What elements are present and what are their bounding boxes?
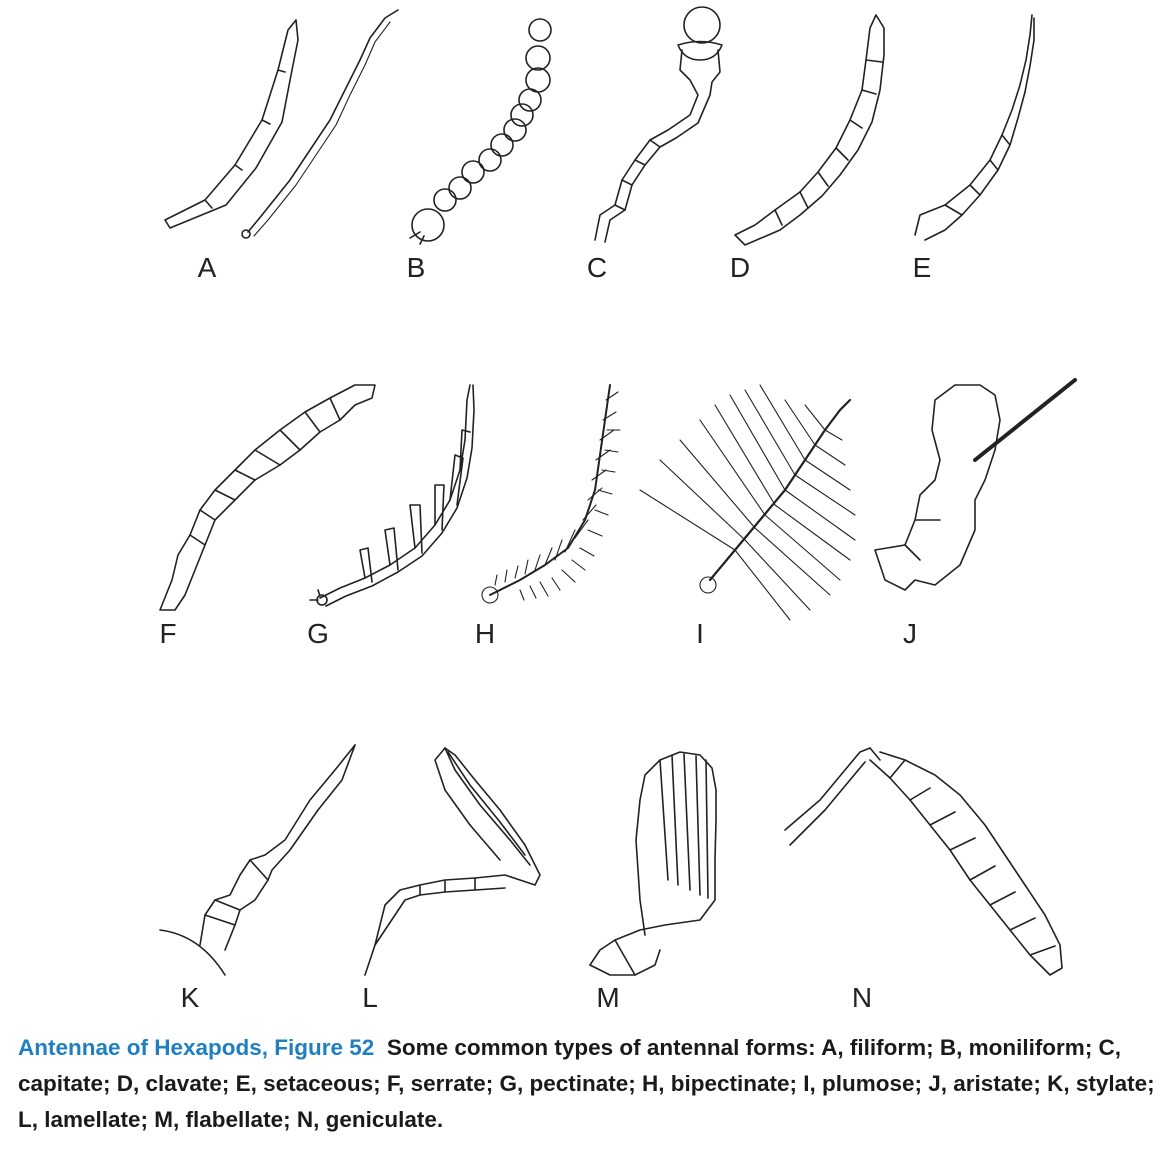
antenna-d-clavate	[735, 15, 884, 245]
antenna-h-bipectinate	[482, 385, 620, 603]
panel-label-d: D	[729, 252, 751, 283]
antenna-k-stylate	[160, 745, 355, 975]
antenna-a-filiform	[165, 10, 398, 238]
panel-label-j: J	[903, 618, 917, 649]
panel-label-e: E	[912, 252, 932, 283]
antenna-e-setaceous	[915, 15, 1034, 240]
figure-caption	[18, 1030, 1168, 1138]
panel-label-f: F	[159, 618, 177, 649]
antenna-l-lamellate	[365, 748, 540, 975]
panel-label-b: B	[406, 252, 426, 283]
antenna-b-moniliform	[410, 19, 551, 244]
panel-label-a: A	[197, 252, 217, 283]
panel-label-k: K	[180, 982, 200, 1013]
panel-label-i: I	[696, 618, 704, 649]
antenna-j-aristate	[875, 380, 1075, 590]
panel-label-n: N	[851, 982, 873, 1013]
antenna-f-serrate	[160, 385, 375, 610]
antenna-n-geniculate	[785, 748, 1062, 975]
caption-text: Some common types of antennal forms: A, filiform; B, moniliform; C, capitate; D, clavate; E, setaceous; F, serrate; G, pectinate; H, bipectinate; I, plumose; J, aristate; K, stylate; L, lamellate; M, flabellate; N, geniculate.	[18, 1035, 1155, 1132]
panel-label-m: M	[596, 982, 620, 1013]
caption-figure-reference: Antennae of Hexapods, Figure 52	[18, 1035, 375, 1060]
panel-label-h: H	[474, 618, 496, 649]
panel-label-c: C	[586, 252, 608, 283]
antenna-i-plumose	[640, 385, 855, 620]
antenna-m-flabellate	[590, 752, 716, 975]
panel-label-l: L	[362, 982, 378, 1013]
antenna-c-capitate	[595, 7, 722, 242]
panel-label-g: G	[307, 618, 329, 649]
antenna-g-pectinate	[310, 385, 474, 606]
